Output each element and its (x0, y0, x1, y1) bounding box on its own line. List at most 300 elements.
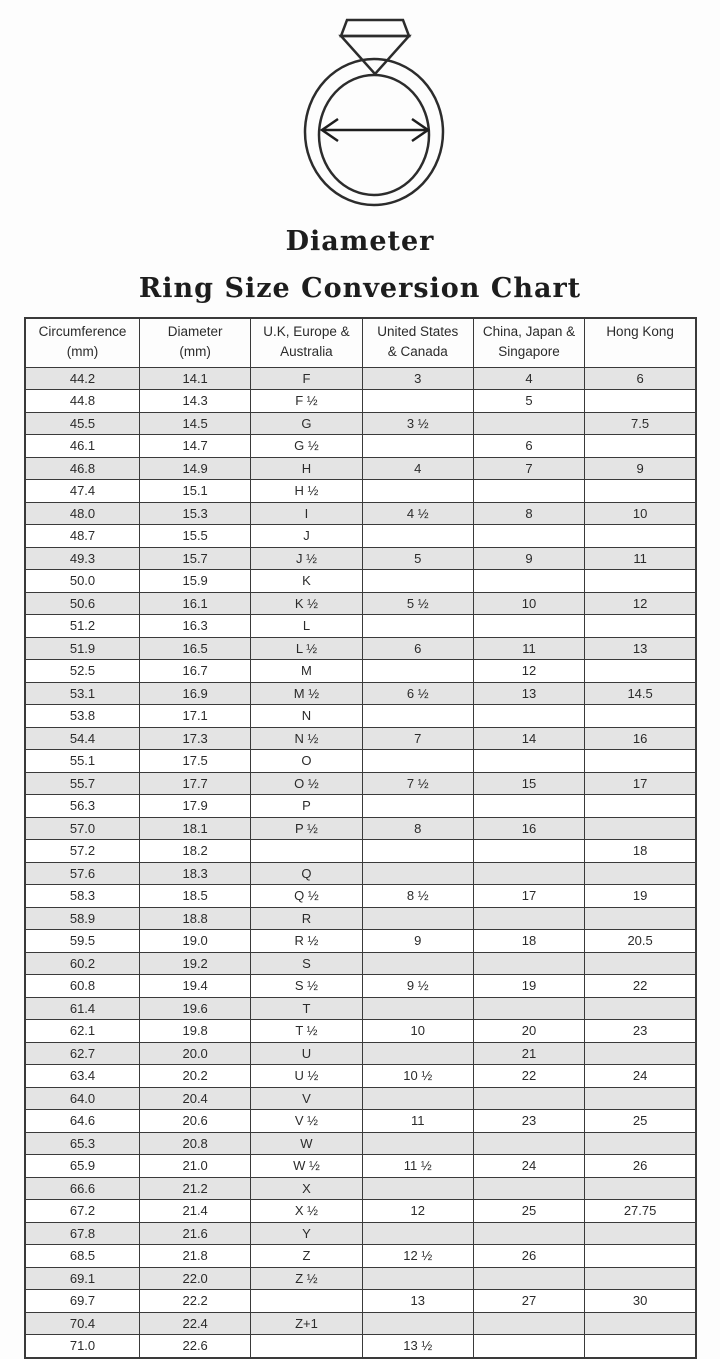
table-cell (585, 660, 696, 683)
table-cell: 15.5 (140, 525, 251, 548)
table-cell: 17.1 (140, 705, 251, 728)
table-cell (585, 1335, 696, 1358)
table-cell: 57.0 (25, 817, 140, 840)
table-cell: 5 ½ (362, 592, 473, 615)
table-cell: 9 (362, 930, 473, 953)
table-cell: O (251, 750, 362, 773)
table-cell: 14.5 (140, 412, 251, 435)
table-cell (362, 435, 473, 458)
table-cell: 20.5 (585, 930, 696, 953)
table-cell: 11 (473, 637, 584, 660)
table-cell: 68.5 (25, 1245, 140, 1268)
table-cell: 4 (362, 457, 473, 480)
table-cell (362, 1222, 473, 1245)
table-cell: 6 ½ (362, 682, 473, 705)
table-cell: T (251, 997, 362, 1020)
table-cell: P ½ (251, 817, 362, 840)
table-cell (362, 570, 473, 593)
table-cell: 46.1 (25, 435, 140, 458)
table-cell: F ½ (251, 390, 362, 413)
table-cell: 24 (473, 1155, 584, 1178)
table-cell: 15.9 (140, 570, 251, 593)
table-cell: Z ½ (251, 1267, 362, 1290)
table-header (25, 318, 696, 367)
table-cell: 14.5 (585, 682, 696, 705)
table-cell (473, 480, 584, 503)
table-cell: V (251, 1087, 362, 1110)
table-row (25, 457, 696, 480)
table-cell: 17.7 (140, 772, 251, 795)
table-cell: 55.7 (25, 772, 140, 795)
table-cell: 45.5 (25, 412, 140, 435)
table-cell: 22 (473, 1065, 584, 1088)
table-cell: O ½ (251, 772, 362, 795)
table-cell (362, 525, 473, 548)
table-cell: 48.7 (25, 525, 140, 548)
table-cell: 30 (585, 1290, 696, 1313)
table-cell (585, 1312, 696, 1335)
table-cell (362, 705, 473, 728)
ring-size-table (24, 317, 697, 1359)
table-cell (585, 952, 696, 975)
table-cell: 18 (585, 840, 696, 863)
table-cell (473, 705, 584, 728)
table-row (25, 637, 696, 660)
table-cell (362, 1132, 473, 1155)
table-cell (473, 1222, 584, 1245)
table-cell (585, 750, 696, 773)
table-row (25, 1335, 696, 1358)
table-row (25, 1267, 696, 1290)
table-row (25, 1020, 696, 1043)
table-cell: 18.2 (140, 840, 251, 863)
table-cell: 59.5 (25, 930, 140, 953)
table-cell: 55.1 (25, 750, 140, 773)
table-cell: 18.5 (140, 885, 251, 908)
table-cell: 16 (473, 817, 584, 840)
table-cell: 16.3 (140, 615, 251, 638)
ring-outline (305, 20, 443, 205)
table-cell: M (251, 660, 362, 683)
table-cell: 18.3 (140, 862, 251, 885)
table-cell (473, 525, 584, 548)
table-row (25, 795, 696, 818)
table-cell: 22.4 (140, 1312, 251, 1335)
table-cell: H (251, 457, 362, 480)
table-row (25, 1245, 696, 1268)
table-cell (473, 952, 584, 975)
table-cell: N ½ (251, 727, 362, 750)
table-cell (362, 997, 473, 1020)
table-cell (585, 862, 696, 885)
table-cell (585, 1267, 696, 1290)
table-cell (473, 795, 584, 818)
table-cell: 9 ½ (362, 975, 473, 998)
table-cell: S (251, 952, 362, 975)
table-cell: 16.1 (140, 592, 251, 615)
table-cell: H ½ (251, 480, 362, 503)
table-cell: 8 ½ (362, 885, 473, 908)
table-cell (473, 862, 584, 885)
table-cell: 69.1 (25, 1267, 140, 1290)
table-cell: 14.7 (140, 435, 251, 458)
table-cell (473, 1087, 584, 1110)
table-cell (473, 615, 584, 638)
table-cell: 19.2 (140, 952, 251, 975)
table-cell: 20.0 (140, 1042, 251, 1065)
table-cell: 50.6 (25, 592, 140, 615)
table-cell (585, 525, 696, 548)
table-cell (362, 1312, 473, 1335)
table-cell: 24 (585, 1065, 696, 1088)
table-cell: 23 (473, 1110, 584, 1133)
table-cell: 7 ½ (362, 772, 473, 795)
table-cell: 19.4 (140, 975, 251, 998)
table-cell: 64.0 (25, 1087, 140, 1110)
table-cell: 16.5 (140, 637, 251, 660)
table-cell: 9 (473, 547, 584, 570)
table-cell (362, 907, 473, 930)
table-cell: 52.5 (25, 660, 140, 683)
table-cell: 12 ½ (362, 1245, 473, 1268)
table-row (25, 660, 696, 683)
table-row (25, 547, 696, 570)
table-cell (473, 1335, 584, 1358)
table-cell: 17.9 (140, 795, 251, 818)
table-cell: 22.6 (140, 1335, 251, 1358)
diagram-label: Diameter (285, 226, 435, 257)
table-cell: 15 (473, 772, 584, 795)
table-cell: 26 (585, 1155, 696, 1178)
table-row (25, 525, 696, 548)
table-cell: 11 (362, 1110, 473, 1133)
table-cell: 21.4 (140, 1200, 251, 1223)
table-cell: 14.3 (140, 390, 251, 413)
table-cell: 69.7 (25, 1290, 140, 1313)
table-cell (251, 1335, 362, 1358)
table-cell: 62.1 (25, 1020, 140, 1043)
table-cell: 20.4 (140, 1087, 251, 1110)
table-cell (362, 480, 473, 503)
table-row (25, 1087, 696, 1110)
table-cell (362, 862, 473, 885)
table-row (25, 1222, 696, 1245)
table-row (25, 840, 696, 863)
table-cell: 61.4 (25, 997, 140, 1020)
table-cell: 14 (473, 727, 584, 750)
table-cell (362, 750, 473, 773)
table-cell (362, 615, 473, 638)
table-cell: 65.3 (25, 1132, 140, 1155)
table-cell (473, 1267, 584, 1290)
table-cell: 62.7 (25, 1042, 140, 1065)
table-cell (585, 570, 696, 593)
table-cell: Q (251, 862, 362, 885)
table-cell: 11 (585, 547, 696, 570)
table-cell: 13 (585, 637, 696, 660)
table-cell: 10 (362, 1020, 473, 1043)
table-row (25, 435, 696, 458)
table-cell: 19.0 (140, 930, 251, 953)
diamond-table-icon (341, 20, 409, 36)
table-cell: 53.1 (25, 682, 140, 705)
table-cell: 58.3 (25, 885, 140, 908)
table-cell (473, 840, 584, 863)
table-cell: 17.3 (140, 727, 251, 750)
table-cell: 3 ½ (362, 412, 473, 435)
table-cell: 60.2 (25, 952, 140, 975)
table-cell (585, 390, 696, 413)
table-cell: K ½ (251, 592, 362, 615)
column-header: Circumference (mm) (25, 318, 140, 367)
table-cell: 12 (362, 1200, 473, 1223)
table-cell (585, 1087, 696, 1110)
table-cell: P (251, 795, 362, 818)
table-cell: G ½ (251, 435, 362, 458)
table-cell: 17 (585, 772, 696, 795)
table-cell (362, 795, 473, 818)
table-cell: 47.4 (25, 480, 140, 503)
table-cell: F (251, 367, 362, 390)
table-cell: 12 (473, 660, 584, 683)
table-cell (473, 412, 584, 435)
table-row (25, 615, 696, 638)
table-cell (585, 435, 696, 458)
table-row (25, 862, 696, 885)
table-cell (362, 1177, 473, 1200)
table-cell: 25 (585, 1110, 696, 1133)
table-row (25, 390, 696, 413)
table-row (25, 592, 696, 615)
table-cell: 23 (585, 1020, 696, 1043)
table-cell: 11 ½ (362, 1155, 473, 1178)
column-header: China, Japan & Singapore (473, 318, 584, 367)
table-cell: 44.2 (25, 367, 140, 390)
table-row (25, 952, 696, 975)
table-cell: 60.8 (25, 975, 140, 998)
table-cell: 21.2 (140, 1177, 251, 1200)
table-cell: 14.1 (140, 367, 251, 390)
table-row (25, 682, 696, 705)
table-header-row (25, 318, 696, 367)
table-row (25, 1155, 696, 1178)
table-cell (362, 390, 473, 413)
table-cell (362, 1042, 473, 1065)
table-row (25, 480, 696, 503)
table-cell: 15.1 (140, 480, 251, 503)
table-cell: 53.8 (25, 705, 140, 728)
table-cell: 19.8 (140, 1020, 251, 1043)
table-cell (362, 1087, 473, 1110)
table-cell: 20 (473, 1020, 584, 1043)
table-cell: 19 (473, 975, 584, 998)
table-cell: 26 (473, 1245, 584, 1268)
table-cell: 18.1 (140, 817, 251, 840)
table-cell: R (251, 907, 362, 930)
table-row (25, 727, 696, 750)
table-row (25, 1177, 696, 1200)
table-cell (585, 1245, 696, 1268)
ring-diagram (0, 0, 720, 212)
table-cell: 46.8 (25, 457, 140, 480)
table-cell: 49.3 (25, 547, 140, 570)
table-cell: 27.75 (585, 1200, 696, 1223)
table-cell: 4 ½ (362, 502, 473, 525)
table-cell (251, 1290, 362, 1313)
table-cell (585, 1042, 696, 1065)
table-cell: 3 (362, 367, 473, 390)
table-cell: 10 (585, 502, 696, 525)
table-cell: 51.2 (25, 615, 140, 638)
table-cell (362, 840, 473, 863)
table-cell: 64.6 (25, 1110, 140, 1133)
page-title: Ring Size Conversion Chart (138, 273, 582, 304)
table-cell: 22.2 (140, 1290, 251, 1313)
column-header: Hong Kong (585, 318, 696, 367)
table-cell (585, 705, 696, 728)
table-row (25, 907, 696, 930)
table-cell: J (251, 525, 362, 548)
table-cell: 16.9 (140, 682, 251, 705)
table-cell: 17 (473, 885, 584, 908)
table-cell: 15.3 (140, 502, 251, 525)
table-cell (473, 1177, 584, 1200)
table-cell: 21.8 (140, 1245, 251, 1268)
table-row (25, 1065, 696, 1088)
table-cell: 7 (473, 457, 584, 480)
table-cell (585, 615, 696, 638)
table-cell: 63.4 (25, 1065, 140, 1088)
table-cell: Z+1 (251, 1312, 362, 1335)
diameter-arrow-icon (322, 119, 428, 141)
table-cell: 70.4 (25, 1312, 140, 1335)
table-cell (473, 570, 584, 593)
table-row (25, 817, 696, 840)
table-cell: 21 (473, 1042, 584, 1065)
table-cell: 17.5 (140, 750, 251, 773)
table-cell: 15.7 (140, 547, 251, 570)
table-cell (251, 840, 362, 863)
table-cell: M ½ (251, 682, 362, 705)
table-cell: 18 (473, 930, 584, 953)
table-cell: 13 (362, 1290, 473, 1313)
table-cell: 22.0 (140, 1267, 251, 1290)
table-row (25, 1132, 696, 1155)
table-cell: K (251, 570, 362, 593)
table-cell: 13 (473, 682, 584, 705)
column-header: United States & Canada (362, 318, 473, 367)
table-cell: G (251, 412, 362, 435)
table-cell (585, 907, 696, 930)
table-cell: N (251, 705, 362, 728)
table-cell: 19.6 (140, 997, 251, 1020)
table-cell: 14.9 (140, 457, 251, 480)
table-cell: 58.9 (25, 907, 140, 930)
table-cell (362, 1267, 473, 1290)
table-cell (473, 907, 584, 930)
table-body (25, 367, 696, 1358)
table-cell: 9 (585, 457, 696, 480)
table-cell: W ½ (251, 1155, 362, 1178)
table-cell (585, 1222, 696, 1245)
table-cell: X (251, 1177, 362, 1200)
table-cell: 71.0 (25, 1335, 140, 1358)
table-row (25, 570, 696, 593)
table-cell: 10 (473, 592, 584, 615)
table-row (25, 1290, 696, 1313)
table-cell: 67.2 (25, 1200, 140, 1223)
table-row (25, 1042, 696, 1065)
table-cell (362, 660, 473, 683)
table-row (25, 502, 696, 525)
table-cell: R ½ (251, 930, 362, 953)
column-header: U.K, Europe & Australia (251, 318, 362, 367)
table-cell: X ½ (251, 1200, 362, 1223)
table-cell: U (251, 1042, 362, 1065)
table-cell (585, 997, 696, 1020)
table-row (25, 412, 696, 435)
table-cell: 6 (585, 367, 696, 390)
table-cell: 12 (585, 592, 696, 615)
table-cell: 8 (362, 817, 473, 840)
column-header: Diameter (mm) (140, 318, 251, 367)
table-cell: 13 ½ (362, 1335, 473, 1358)
table-cell: 7.5 (585, 412, 696, 435)
table-cell: 48.0 (25, 502, 140, 525)
table-cell: 5 (362, 547, 473, 570)
table-cell: 65.9 (25, 1155, 140, 1178)
table-cell (585, 1132, 696, 1155)
table-cell: 19 (585, 885, 696, 908)
table-cell (473, 997, 584, 1020)
table-cell: 54.4 (25, 727, 140, 750)
table-cell: L (251, 615, 362, 638)
table-cell (473, 1132, 584, 1155)
table-row (25, 1312, 696, 1335)
table-row (25, 885, 696, 908)
table-cell: 51.9 (25, 637, 140, 660)
table-cell: 56.3 (25, 795, 140, 818)
table-cell: W (251, 1132, 362, 1155)
table-cell: 20.6 (140, 1110, 251, 1133)
table-row (25, 1200, 696, 1223)
table-cell: 25 (473, 1200, 584, 1223)
table-cell: 67.8 (25, 1222, 140, 1245)
table-cell: 5 (473, 390, 584, 413)
table-cell (585, 795, 696, 818)
table-cell: Y (251, 1222, 362, 1245)
table-cell: 27 (473, 1290, 584, 1313)
table-cell: U ½ (251, 1065, 362, 1088)
table-row (25, 975, 696, 998)
table-row (25, 705, 696, 728)
table-cell: 22 (585, 975, 696, 998)
table-cell: T ½ (251, 1020, 362, 1043)
table-cell (585, 480, 696, 503)
table-cell: 4 (473, 367, 584, 390)
table-cell: 20.8 (140, 1132, 251, 1155)
table-cell: V ½ (251, 1110, 362, 1133)
table-cell: S ½ (251, 975, 362, 998)
table-row (25, 1110, 696, 1133)
table-cell: 21.6 (140, 1222, 251, 1245)
table-cell: 16.7 (140, 660, 251, 683)
table-cell (362, 952, 473, 975)
table-cell: 50.0 (25, 570, 140, 593)
table-cell (585, 817, 696, 840)
table-cell: J ½ (251, 547, 362, 570)
table-cell: 6 (362, 637, 473, 660)
